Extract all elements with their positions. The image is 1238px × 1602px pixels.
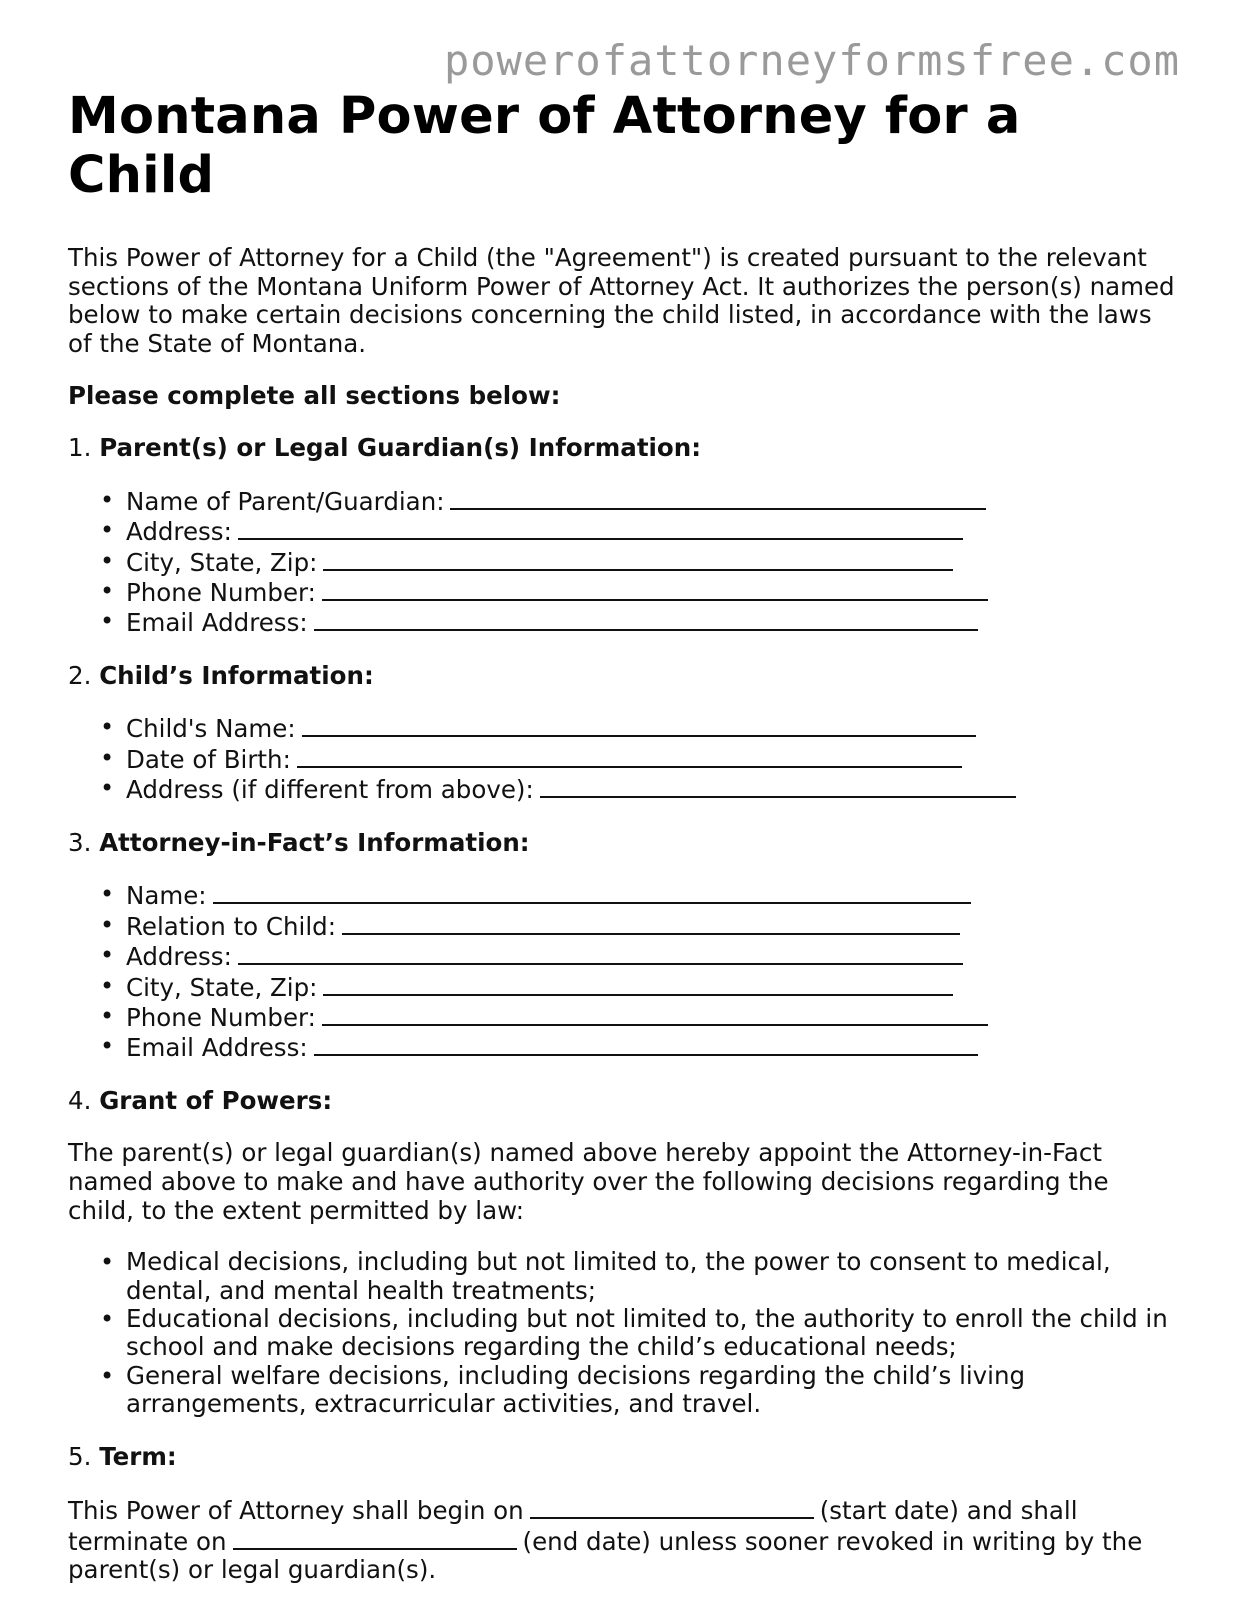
list-item — [126, 1032, 1178, 1062]
section-1-heading — [68, 434, 1178, 463]
section-2-heading — [68, 662, 1178, 691]
list-item: • Educational decisions, including but not limited to, the authority to enroll the child in school and make decisions regarding the child’s educational needs; — [126, 1305, 1178, 1362]
intro-paragraph: This Power of Attorney for a Child (the "Agreement") is created pursuant to the relevant sections of the Montana Uniform Power of Attorney Act. It authorizes the person(s) named below to make certain decisions concerning the child listed, in accordance with the laws of the State of Montana. — [68, 243, 1175, 359]
list-item — [126, 941, 1178, 971]
field-label: City, State, Zip: — [126, 547, 318, 577]
document-page — [68, 88, 1178, 1585]
field-label: Email Address: — [126, 608, 308, 638]
attorney-fields-list — [68, 880, 1178, 1062]
list-item — [126, 972, 1178, 1002]
section-1-title: Parent(s) or Legal Guardian(s) Information: — [99, 433, 702, 463]
child-name-blank[interactable] — [302, 713, 976, 737]
list-item — [126, 713, 1178, 743]
list-item — [126, 516, 1178, 546]
section-4-number: 4. — [68, 1085, 92, 1115]
section-5-heading — [68, 1443, 1178, 1472]
list-item: • Medical decisions, including but not limited to, the power to consent to medical, dental, and mental health treatments; — [126, 1248, 1178, 1305]
list-item — [126, 744, 1178, 774]
page-title: Montana Power of Attorney for a Child — [68, 87, 1021, 205]
list-item — [126, 911, 1178, 941]
section-3-title: Attorney-in-Fact’s Information: — [99, 827, 530, 857]
list-item — [126, 1002, 1178, 1032]
list-item: • General welfare decisions, including decisions regarding the child’s living arrangements, extracurricular activities, and travel. — [126, 1362, 1178, 1419]
parent-city-state-zip-blank[interactable] — [323, 547, 953, 571]
section-4-title: Grant of Powers: — [99, 1085, 333, 1115]
list-item — [126, 607, 1178, 637]
field-label: City, State, Zip: — [126, 972, 318, 1002]
section-4-heading — [68, 1087, 1178, 1116]
field-label: Phone Number: — [126, 1002, 316, 1032]
field-label: Relation to Child: — [126, 911, 336, 941]
field-label: Address (if different from above): — [126, 775, 534, 805]
field-label: Name: — [126, 881, 207, 911]
parent-address-blank[interactable] — [238, 516, 963, 540]
start-date-blank[interactable] — [530, 1495, 814, 1519]
list-item — [126, 547, 1178, 577]
list-item — [126, 486, 1178, 516]
section-1-number: 1. — [68, 433, 92, 463]
end-date-blank[interactable] — [233, 1526, 517, 1550]
field-label: Date of Birth: — [126, 744, 291, 774]
child-dob-blank[interactable] — [297, 744, 962, 768]
field-label: Child's Name: — [126, 714, 296, 744]
section-3-number: 3. — [68, 827, 92, 857]
section-3-heading — [68, 829, 1178, 858]
term-text-start-label: (start date) and shall terminate on — [68, 1496, 1078, 1556]
term-text-end-label: (end date) unless sooner revoked in writing by the parent(s) or legal guardian(s). — [68, 1526, 1143, 1585]
field-label: Phone Number: — [126, 578, 316, 608]
section-5-number: 5. — [68, 1441, 92, 1471]
section-5-title: Term: — [99, 1441, 177, 1471]
parent-name-blank[interactable] — [450, 486, 986, 510]
term-paragraph — [68, 1495, 1178, 1585]
list-item — [126, 577, 1178, 607]
attorney-name-blank[interactable] — [213, 880, 971, 904]
section-2-number: 2. — [68, 660, 92, 690]
watermark-text: powerofattorneyformsfree.com — [443, 36, 1180, 85]
parent-phone-blank[interactable] — [322, 577, 988, 601]
powers-description: The parent(s) or legal guardian(s) named above hereby appoint the Attorney-in-Fact named above to make and have authority over the following decisions regarding the child, to the extent permitted by law: — [68, 1138, 1109, 1225]
field-label: Name of Parent/Guardian: — [126, 486, 445, 516]
attorney-relation-blank[interactable] — [342, 911, 960, 935]
section-2-title: Child’s Information: — [99, 660, 374, 690]
field-label: Address: — [126, 517, 232, 547]
attorney-phone-blank[interactable] — [322, 1002, 988, 1026]
field-label: Address: — [126, 942, 232, 972]
list-item — [126, 774, 1178, 804]
child-address-blank[interactable] — [540, 774, 1016, 798]
child-fields-list — [68, 713, 1178, 804]
field-label: Email Address: — [126, 1033, 308, 1063]
parent-email-blank[interactable] — [314, 607, 978, 631]
powers-list — [68, 1248, 1178, 1418]
parent-fields-list — [68, 486, 1178, 638]
attorney-city-state-zip-blank[interactable] — [323, 972, 953, 996]
list-item — [126, 880, 1178, 910]
term-text-begin: This Power of Attorney shall begin on — [68, 1496, 524, 1526]
attorney-address-blank[interactable] — [238, 941, 963, 965]
instructions-text: Please complete all sections below: — [68, 380, 561, 410]
attorney-email-blank[interactable] — [314, 1032, 978, 1056]
